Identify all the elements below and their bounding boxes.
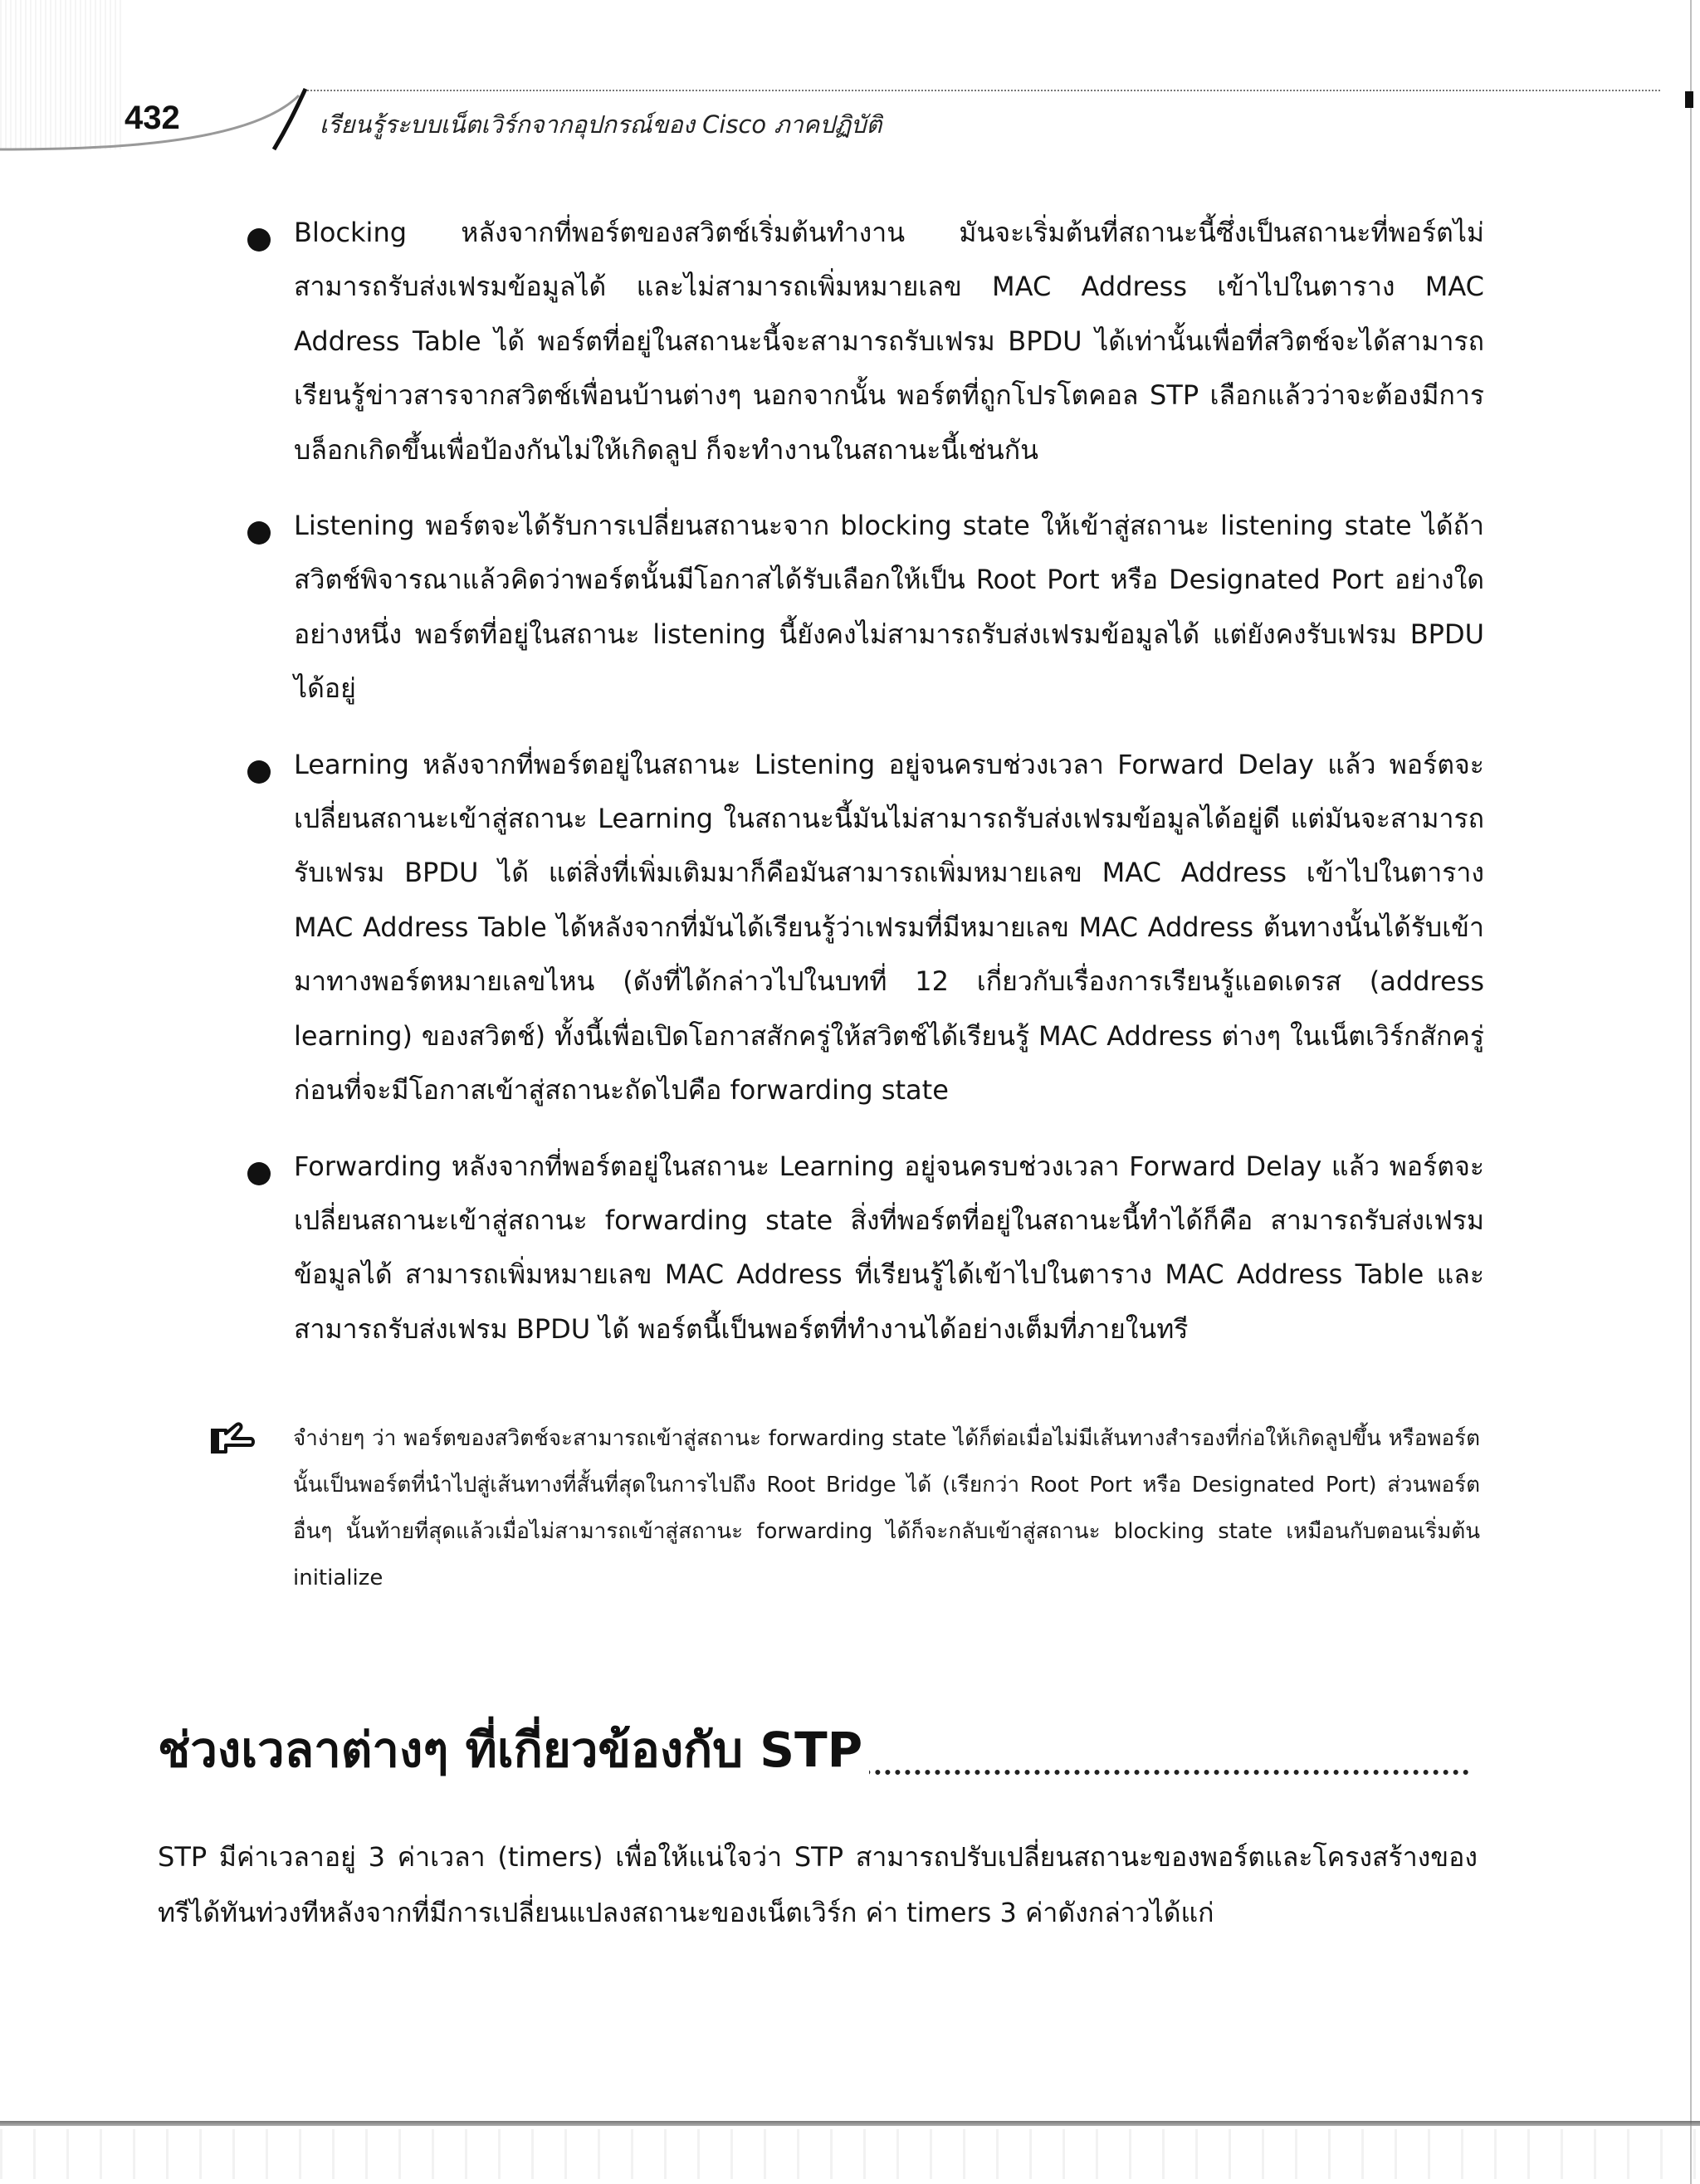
- header-rule: [307, 90, 1660, 91]
- scan-noise: [0, 2129, 1700, 2179]
- bullet-icon: [247, 521, 271, 545]
- running-title: เรียนรู้ระบบเน็ตเวิร์กจากอุปกรณ์ของ Cisco ภาคปฏิบัติ: [320, 110, 882, 139]
- page-number: 432: [125, 100, 180, 136]
- note-box: [208, 1415, 1486, 1598]
- section-title: ช่วงเวลาต่างๆ ที่เกี่ยวข้องกับ STP: [158, 1717, 869, 1783]
- list-item-text: Listening พอร์ตจะได้รับการเปลี่ยนสถานะจาก blocking state ให้เข้าสู่สถานะ listening state ได้ถ้าสวิตช์พิจารณาแล้วคิดว่าพอร์ตนั้นมีโอกาสได้รับเลือกให้เป็น Root Port หรือ Designated Port อย่างใดอย่างหนึ่ง พอร์ตที่อยู่ในสถานะ listening นี้ยังคงไม่สามารถรับส่งเฟรมข้อมูลได้ แต่ยังคงรับเฟรม BPDU ได้อยู่: [294, 510, 1485, 705]
- list-item: [247, 206, 1484, 477]
- list-item: [247, 1140, 1484, 1357]
- edge-mark: [1685, 91, 1693, 108]
- section-heading: [158, 1717, 1469, 1783]
- body-paragraph: STP มีค่าเวลาอยู่ 3 ค่าเวลา (timers) เพื่อให้แน่ใจว่า STP สามารถปรับเปลี่ยนสถานะของพอร์ตและโครงสร้างของทรีได้ทันท่วงทีหลังจากที่มีการเปลี่ยนแปลงสถานะของเน็ตเวิร์ก ค่า timers 3 ค่าดังกล่าวได้แก่: [158, 1841, 1478, 1928]
- list-item-text: Learning หลังจากที่พอร์ตอยู่ในสถานะ Listening อยู่จนครบช่วงเวลา Forward Delay แล้ว พอร์ตจะเปลี่ยนสถานะเข้าสู่สถานะ Learning ในสถานะนี้มันไม่สามารถรับส่งเฟรมข้อมูลได้อยู่ดี แต่มันจะสามารถรับเฟรม BPDU ได้ แต่สิ่งที่เพิ่มเติมมาก็คือมันสามารถเพิ่มหมายเลข MAC Address เข้าไปในตาราง MAC Address Table ได้หลังจากที่มันได้เรียนรู้ว่าเฟรมที่มีหมายเลข MAC Address ต้นทางนั้นได้รับเข้ามาทางพอร์ตหมายเลขไหน (ดังที่ได้กล่าวไปในบทที่ 12 เกี่ยวกับเรื่องการเรียนรู้แอดเดรส (address learning) ของสวิตช์) ทั้งนี้เพื่อเปิดโอกาสสักครู่ให้สวิตช์ได้เรียนรู้ MAC Address ต่างๆ ในเน็ตเวิร์กสักครู่ก่อนที่จะมีโอกาสเข้าสู่สถานะถัดไปคือ forwarding state: [294, 748, 1484, 1107]
- list-item: [247, 738, 1484, 1118]
- bullet-icon: [247, 228, 271, 252]
- list-item-text: Forwarding หลังจากที่พอร์ตอยู่ในสถานะ Learning อยู่จนครบช่วงเวลา Forward Delay แล้ว พอร์ตจะเปลี่ยนสถานะเข้าสู่สถานะ forwarding state สิ่งที่พอร์ตที่อยู่ในสถานะนี้ทำได้ก็คือ สามารถรับส่งเฟรมข้อมูลได้ สามารถเพิ่มหมายเลข MAC Address ที่เรียนรู้ได้เข้าไปในตาราง MAC Address Table และสามารถรับส่งเฟรม BPDU ได้ พอร์ตนี้เป็นพอร์ตที่ทำงานได้อย่างเต็มที่ภายในทรี: [294, 1150, 1485, 1345]
- note-text: จำง่ายๆ ว่า พอร์ตของสวิตช์จะสามารถเข้าสู่สถานะ forwarding state ได้ก็ต่อเมื่อไม่มีเส้นทางสำรองที่ก่อให้เกิดลูปขึ้น หรือพอร์ตนั้นเป็นพอร์ตที่นำไปสู่เส้นทางที่สั้นที่สุดในการไปถึง Root Bridge ได้ (เรียกว่า Root Port หรือ Designated Port) ส่วนพอร์ตอื่นๆ นั้นท้ายที่สุดแล้วเมื่อไม่สามารถเข้าสู่สถานะ forwarding ได้ก็จะกลับเข้าสู่สถานะ blocking state เหมือนกับตอนเริ่มต้น initialize: [293, 1426, 1480, 1590]
- list-item: [247, 499, 1484, 716]
- list-item-text: Blocking หลังจากที่พอร์ตของสวิตช์เริ่มต้นทำงาน มันจะเริ่มต้นที่สถานะนี้ซึ่งเป็นสถานะที่พอร์ตไม่สามารถรับส่งเฟรมข้อมูลได้ และไม่สามารถเพิ่มหมายเลข MAC Address เข้าไปในตาราง MAC Address Table ได้ พอร์ตที่อยู่ในสถานะนี้จะสามารถรับเฟรม BPDU ได้เท่านั้นเพื่อที่สวิตช์จะได้สามารถเรียนรู้ข่าวสารจากสวิตช์เพื่อนบ้านต่างๆ นอกจากนั้น พอร์ตที่ถูกโปรโตคอล STP เลือกแล้วว่าจะต้องมีการบล็อกเกิดขึ้นเพื่อป้องกันไม่ให้เกิดลูป ก็จะทำงานในสถานะนี้เช่นกัน: [294, 217, 1484, 466]
- bullet-icon: [247, 760, 271, 784]
- footer-rule: [0, 2121, 1700, 2126]
- pointing-hand-icon: [208, 1415, 257, 1465]
- port-state-list: [247, 206, 1484, 1378]
- bullet-icon: [247, 1162, 271, 1185]
- page-edge: [1690, 0, 1692, 2184]
